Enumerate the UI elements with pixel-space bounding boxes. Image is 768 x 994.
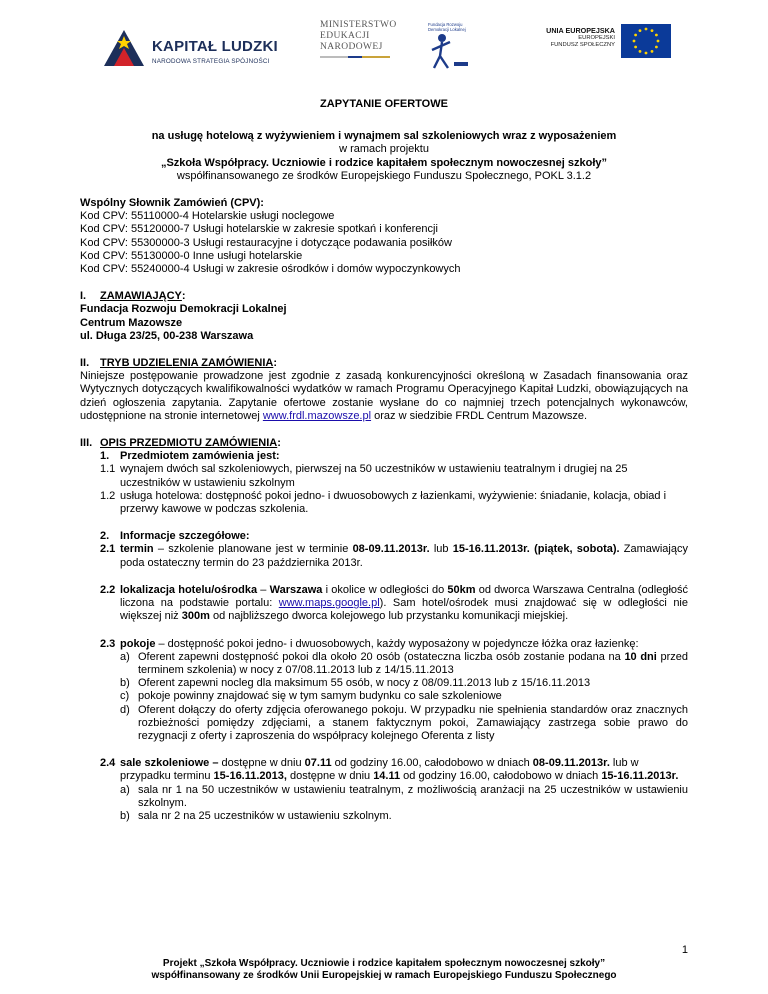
text-fragment: od najbliższego dworca kolejowego lub przystanku komunikacji miejskiej. bbox=[209, 610, 569, 623]
date: 07.11 bbox=[304, 757, 332, 770]
item-2-1 bbox=[100, 543, 688, 569]
ministry-line-3: NARODOWEJ bbox=[320, 42, 383, 52]
list-marker: d) bbox=[120, 703, 130, 716]
item-text bbox=[120, 584, 688, 624]
date-2: 15-16.11.2013r. (piątek, sobota). bbox=[452, 543, 620, 556]
eu-line-1: EUROPEJSKI bbox=[578, 35, 615, 41]
kapital-ludzki-emblem-icon bbox=[100, 26, 148, 74]
subsection-number: 1. bbox=[100, 450, 110, 463]
contractor-name: Fundacja Rozwoju Demokracji Lokalnej bbox=[80, 303, 287, 316]
list-item bbox=[120, 677, 688, 690]
google-maps-link[interactable]: www.maps.google.pl bbox=[278, 597, 380, 610]
cpv-code: Kod CPV: 55120000-7 Usługi hotelarskie w zakresie spotkań i konferencji bbox=[80, 223, 438, 236]
logo-bar bbox=[0, 18, 768, 78]
text-fragment: Oferent zapewni dostępność pokoi dla około 20 osób (ostateczna liczba osób zostanie podana na bbox=[138, 650, 625, 663]
item-number: 2.3 bbox=[100, 637, 116, 650]
list-text: Oferent dołączy do oferty zdjęcia oferowanego pokoju. W przypadku nie spełnienia standardów oraz znacznych rozbieżności pomiędzy zdjęciami, a stanem faktycznym pokoi, Zamawiający zastrzega sobie prawo do rezygnacji z oferty i zaproszenia do współpracy kolejnego Oferenta z listy bbox=[138, 703, 688, 742]
subsection-label: Informacje szczegółowe: bbox=[120, 530, 250, 543]
text-fragment: lub w przypadku terminu bbox=[120, 757, 639, 783]
document-body bbox=[80, 98, 688, 823]
city: Warszawa bbox=[269, 583, 323, 596]
page-footer bbox=[0, 958, 768, 982]
section-2-heading bbox=[80, 357, 688, 370]
frdl-logo bbox=[428, 22, 478, 78]
item-text bbox=[120, 757, 688, 783]
item-2-2 bbox=[100, 584, 688, 624]
text-fragment: od godziny 16.00, całodobowo w dniach bbox=[331, 757, 533, 770]
item-number: 2.1 bbox=[100, 543, 116, 556]
eu-logo bbox=[535, 24, 675, 74]
date: 08-09.11.2013r. bbox=[532, 757, 610, 770]
date: 15-16.11.2013r. bbox=[601, 770, 679, 783]
eu-line-2: FUNDUSZ SPOŁECZNY bbox=[550, 42, 615, 48]
item-number: 1.2 bbox=[100, 489, 116, 502]
section-number: I. bbox=[80, 290, 87, 303]
document-title: ZAPYTANIE OFERTOWE bbox=[320, 98, 448, 110]
section-colon: : bbox=[277, 437, 281, 450]
cpv-code: Kod CPV: 55300000-3 Usługi restauracyjne i dotyczące podawania posiłków bbox=[80, 236, 452, 249]
eu-head: UNIA EUROPEJSKA bbox=[546, 26, 615, 35]
frdl-line-2: Demokracji Lokalnej bbox=[428, 27, 466, 32]
item-2-3 bbox=[100, 638, 688, 651]
subsection-2 bbox=[100, 530, 688, 543]
item-text: wynajem dwóch sal szkoleniowych, pierwszej na 50 uczestników w ustawieniu teatralnym i drugiej na 25 uczestników w ustawieniu szkolnym bbox=[120, 463, 628, 489]
distance: 50km bbox=[447, 583, 476, 596]
list-marker: c) bbox=[120, 690, 130, 703]
footer-line-1: Projekt „Szkoła Współpracy. Uczniowie i rodzice kapitałem społecznym nowoczesnej szkoły” bbox=[162, 958, 606, 969]
intro-line-4: współfinansowanego ze środków Europejskiego Funduszu Społecznego, POKL 3.1.2 bbox=[176, 169, 592, 182]
contractor-address: ul. Długa 23/25, 00-238 Warszawa bbox=[80, 329, 254, 342]
footer-line-2: współfinansowany ze środków Unii Europejskiej w ramach Europejskiego Funduszu Społecznego bbox=[151, 970, 617, 981]
item-number: 2.2 bbox=[100, 583, 116, 596]
list-item bbox=[120, 784, 688, 810]
item-number: 2.4 bbox=[100, 757, 116, 770]
subsection-number: 2. bbox=[100, 530, 110, 543]
date: 15-16.11.2013, bbox=[213, 770, 287, 783]
section-colon: : bbox=[273, 357, 278, 370]
ministry-color-bar bbox=[320, 56, 390, 58]
list-marker: a) bbox=[120, 650, 130, 663]
list-text: pokoje powinny znajdować się w tym samym budynku co sale szkoleniowe bbox=[138, 690, 502, 703]
intro-project-name: „Szkoła Współpracy. Uczniowie i rodzice kapitałem społecznym nowoczesnej szkoły” bbox=[160, 156, 608, 169]
section-1-heading bbox=[80, 290, 688, 303]
item-text: usługa hotelowa: dostępność pokoi jedno- i dwuosobowych z łazienkami, wyżywienie: śniadanie, kolacja, obiad i przerwy kawowe w podczas szkolenia. bbox=[120, 489, 667, 516]
ministry-line-2: EDUKACJI bbox=[320, 31, 370, 41]
list-item bbox=[120, 810, 688, 823]
text-fragment: – bbox=[257, 583, 270, 596]
text-fragment: – szkolenie planowane jest w terminie bbox=[153, 543, 353, 556]
list-item bbox=[120, 690, 688, 703]
kapital-ludzki-subtitle: NARODOWA STRATEGIA SPÓJNOŚCI bbox=[152, 58, 270, 65]
text-fragment: lub bbox=[429, 543, 453, 556]
text-fragment: od godziny 16.00, całodobowo w dniach bbox=[400, 770, 602, 783]
page-number: 1 bbox=[681, 944, 688, 956]
intro-line-2: w ramach projektu bbox=[339, 143, 429, 156]
text-fragment: ). Sam hotel/ośrodek musi znajdować się w odległości nie większej niż bbox=[120, 597, 688, 623]
item-1-2 bbox=[100, 490, 688, 516]
section-2-text-a: Niniejsze postępowanie prowadzone jest zgodnie z zasadą konkurencyjności określoną w Zasadach finansowania oraz Wytycznych dotyczących kwalifikowalności wydatków w ramach Programu Operacyjnego Kapitał Ludzki, obowiązujących na dzień ogłoszenia zapytania. Zapytanie ofertowe zostanie wysłane do co najmniej trzech potencjalnych wykonawców, udostępnione na stronie internetowej bbox=[80, 370, 688, 422]
kapital-ludzki-title: KAPITAŁ LUDZKI bbox=[152, 38, 278, 55]
list-text: sala nr 2 na 25 uczestników w ustawieniu szkolnym. bbox=[138, 809, 392, 822]
list-item bbox=[120, 651, 688, 677]
ministry-logo bbox=[320, 20, 398, 78]
frdl-website-link[interactable]: www.frdl.mazowsze.pl bbox=[262, 409, 372, 422]
date: 14.11 bbox=[373, 770, 401, 783]
section-2-text-b: oraz w siedzibie FRDL Centrum Mazowsze. bbox=[371, 409, 588, 422]
section-label: ZAMAWIAJĄCY bbox=[100, 290, 182, 303]
text-fragment: Zamawiający poda ostateczny termin do 23 października 2013r. bbox=[120, 543, 688, 569]
list-text bbox=[138, 651, 688, 677]
text-fragment: – dostępność pokoi jedno- i dwuosobowych, każdy wyposażony w pojedyncze łóżka oraz łazienkę: bbox=[155, 637, 639, 650]
section-colon: : bbox=[181, 290, 186, 303]
list-marker: a) bbox=[120, 783, 130, 796]
cpv-code: Kod CPV: 55110000-4 Hotelarskie usługi noclegowe bbox=[80, 210, 335, 223]
section-label: TRYB UDZIELENIA ZAMÓWIENIA bbox=[100, 357, 274, 370]
subsection-label: Przedmiotem zamówienia jest: bbox=[120, 450, 280, 463]
section-3-heading bbox=[80, 437, 688, 450]
list-text: sala nr 1 na 50 uczestników w ustawieniu teatralnym, z możliwością aranżacji na 25 uczestników w ustawieniu szkolnym. bbox=[138, 783, 688, 809]
cpv-heading: Wspólny Słownik Zamówień (CPV): bbox=[80, 197, 264, 210]
frdl-figure-icon bbox=[428, 32, 470, 72]
term-label: termin bbox=[120, 543, 154, 556]
text-fragment: od dworca Warszawa Centralna (odległość liczona na podstawie portalu: bbox=[120, 583, 689, 610]
section-label: OPIS PRZEDMIOTU ZAMÓWIENIA bbox=[100, 437, 278, 450]
location-label: lokalizacja hotelu/ośrodka bbox=[120, 583, 258, 596]
item-1-1 bbox=[100, 463, 688, 489]
rooms-training-label: sale szkoleniowe – bbox=[120, 757, 219, 770]
ministry-line-1: MINISTERSTWO bbox=[320, 20, 397, 30]
subsection-1 bbox=[100, 450, 688, 463]
intro-line-1: na usługę hotelową z wyżywieniem i wynajmem sal szkoleniowych wraz z wyposażeniem bbox=[151, 130, 617, 143]
rooms-label: pokoje bbox=[120, 637, 156, 650]
frdl-line-1: Fundacja Rozwoju bbox=[428, 22, 463, 27]
list-marker: b) bbox=[120, 677, 130, 690]
list-marker: b) bbox=[120, 809, 130, 822]
list-text: Oferent zapewni nocleg dla maksimum 55 osób, w nocy z 08/09.11.2013 lub z 15/16.11.2013 bbox=[138, 677, 591, 690]
section-number: II. bbox=[80, 357, 90, 370]
date-1: 08-09.11.2013r. bbox=[352, 543, 430, 556]
text-fragment: dostępne w dniu bbox=[218, 757, 305, 770]
days-count: 10 dni bbox=[624, 650, 657, 663]
item-number: 1.1 bbox=[100, 463, 116, 476]
text-fragment: dostępne w dniu bbox=[286, 770, 374, 783]
cpv-code: Kod CPV: 55130000-0 Inne usługi hotelarskie bbox=[80, 249, 303, 262]
list-item bbox=[120, 704, 688, 744]
distance-2: 300m bbox=[181, 610, 210, 623]
section-2-text bbox=[80, 370, 688, 423]
kapital-ludzki-logo bbox=[100, 26, 280, 74]
cpv-code: Kod CPV: 55240000-4 Usługi w zakresie ośrodków i domów wypoczynkowych bbox=[80, 263, 461, 276]
contractor-branch: Centrum Mazowsze bbox=[80, 316, 183, 329]
text-fragment: i okolice w odległości do bbox=[322, 583, 448, 596]
text-fragment: przed terminem szkolenia) w nocy z 07/08.11.2013 lub z 14/15.11.2013 bbox=[138, 650, 688, 676]
eu-flag-icon bbox=[621, 24, 671, 58]
item-text bbox=[120, 543, 688, 569]
section-number: III. bbox=[80, 437, 93, 450]
item-text bbox=[120, 638, 688, 651]
item-2-4 bbox=[100, 757, 688, 783]
